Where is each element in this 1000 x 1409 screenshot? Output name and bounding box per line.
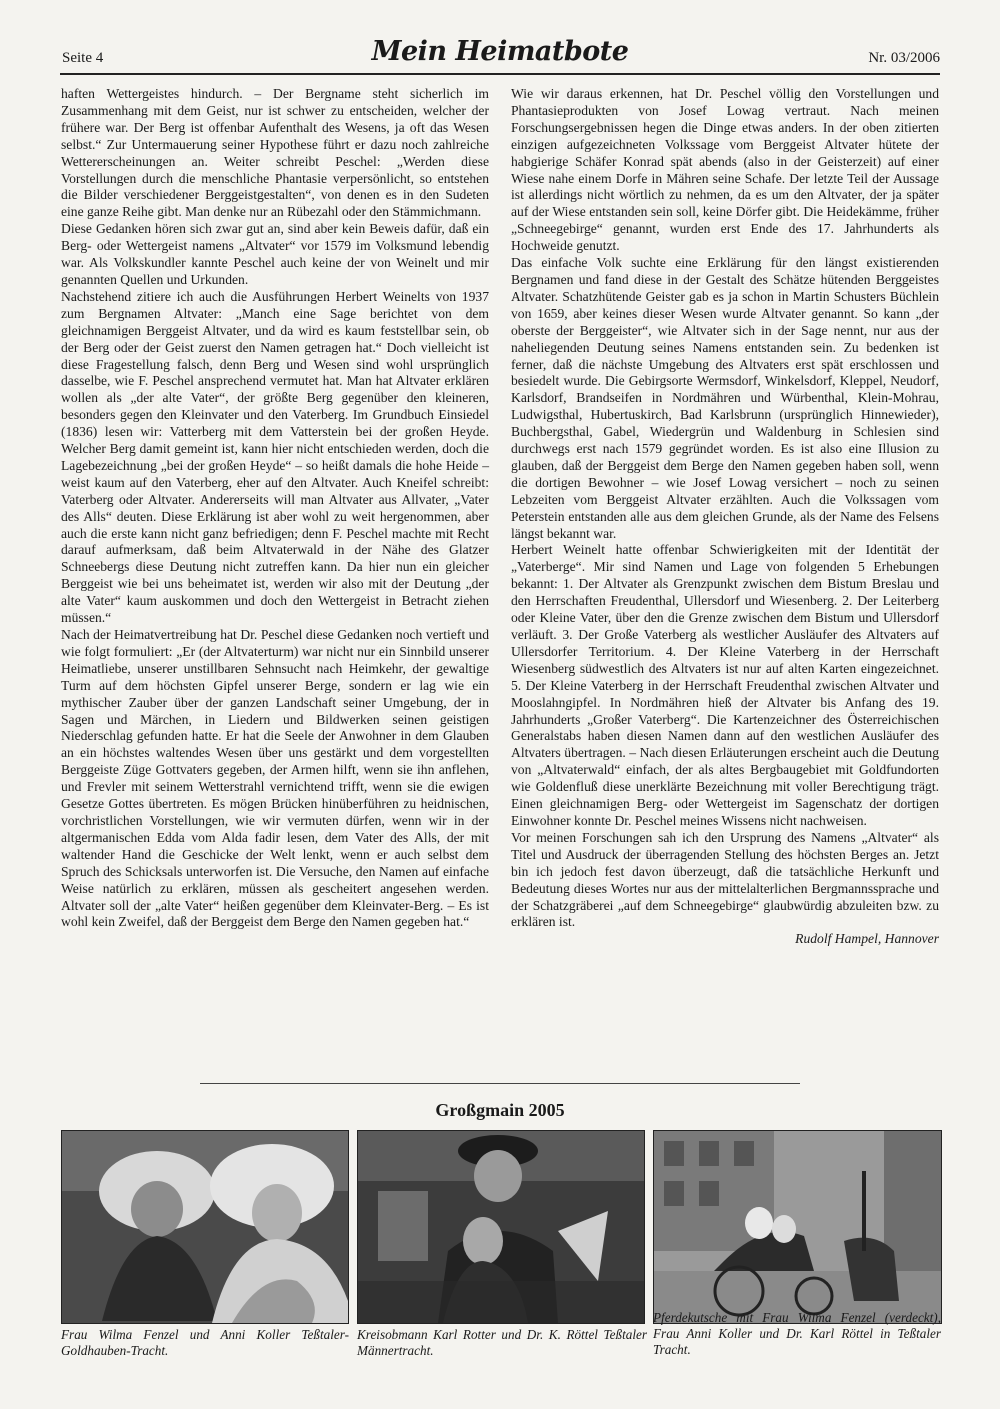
issue-number: Nr. 03/2006 [868,50,940,66]
paragraph: haften Wettergeistes hindurch. – Der Bergname steht sicherlich im Zusammenhang mit dem Geist, nur ist schwer zu entscheiden, welcher der frühere war. Der Berg ist offenbar Aufenthalt des Wesens, ja oft das Wesen selbst.“ Zur Untermauerung seiner Hypothese führt er dazu noch zahlreiche Wettererscheinungen an. Weiter schreibt Peschel: „Werden diese Vorstellungen durch die menschliche Phantasie verpersönlicht, so entstehen die Bilder verschiedener Berggeistgestalten“, von denen es in den Sudeten eine ganze Reihe gibt. Man denke nur an Rübezahl oder den Stämmichmann. [61,86,489,220]
paragraph: Das einfache Volk suchte eine Erklärung für den längst existierenden Bergnamen und fand diese in der Gestalt des Schätze hütenden Berggeistes Altvater. Schatzhütende Geister gab es ja schon in Martin Schusters Büchlein von 1659, aber keines dieser Wesen wurde Altvater genannt. So kann „der oberste der Berggeister“, wie Altvater sich in der Sage nennt, nur aus der naheliegenden Deutung seines Namens entstanden sein. Zu bedenken ist ferner, daß die nächste Umgebung des Altvaters erst spät erschlossen und besiedelt wurde. Die Gebirgsorte Wermsdorf, Winkelsdorf, Kleppel, Neudorf, Karlsdorf, Brandseifen in Nordmähren und Würbenthal, Klein-Mohrau, Ludwigsthal, Hubertuskirch, Bad Karlsbrunn (ursprünglich Hinnewieder), Buchbergsthal, Gabel, Wiedergrün und Waldenburg in Schlesien sind durchwegs erst nach 1579 gegründet worden. Es ist also eine Illusion zu glauben, daß der Berggeist dem Berge den Namen gegeben haben soll, wenn die dortigen Bewohner – wie Josef Lowag versichert – noch zu seinen Lebzeiten vom Berggeist Altvater erzählten. Auch die Volkssagen vom Peterstein entstanden alle aus dem gleichen Grunde, als der Name des Felsens längst bekannt war. [511,255,939,541]
article-column-left [61,86,489,931]
header-rule [60,73,940,75]
paragraph: Nachstehend zitiere ich auch die Ausführungen Herbert Weinelts von 1937 zum Bergnamen Altvater: „Manch eine Sage berichtet von dem gleichnamigen Berggeist Altvater, und da wird es kaum feststellbar sein, ob der Berg oder der Geist zuerst den Namen getragen hat.“ Doch vielleicht ist diese Fragestellung falsch, denn Berg und Wesen sind wohl ursprünglich dasselbe, wie F. Peschel ansprechend vermutet hat. Man hat Altvater erklären wollen als „der alte Vater“, der größte Berg gegenüber den kleineren, besonders gegen den Kleinvater und den Vaterberg. Im Grundbuch Einsiedel (1836) lesen wir: Vatterberg mit dem Vatterstein bei der großen Heyde. Welcher Berg damit gemeint ist, kann hier nicht entschieden werden, doch die Lagebezeichnung „bei der großen Heyde“ – so heißt damals die hohe Heide – weist kaum auf den Vaterberg, eher auf den Altvater. Auch Kneifel schreibt: Vaterberg oder Altvater. Andererseits will man Altvater aus Allvater, „Vater des Alls“ deuten. Diese Erklärung ist aber wohl zu weit hergenommen, aber auch die erste kann nicht ganz befriedigen; denn F. Peschel machte mit Recht darauf aufmerksam, daß beim Altvaterwald in der Nähe des Glatzer Schneebergs diese Deutung nicht zutreffen kann. Da hier nun ein gleicher Berggeist wie bei uns beheimatet ist, werden wir also mit der Deutung „der alte Vater“ kaum auskommen und doch den Wettergeist in Betracht ziehen müssen.“ [61,288,489,626]
paragraph: Nach der Heimatvertreibung hat Dr. Peschel diese Gedanken noch vertieft und wie folgt formuliert: „Er (der Altvaterturm) war nicht nur ein Sinnbild unserer Heimatliebe, unserer unstillbaren Sehnsucht nach Heimkehr, der gewaltige Turm auf dem höchsten Gipfel unserer Berge, sondern er lag wie ein mythischer Zauber über der ganzen Landschaft seiner Umgebung, der in Sagen und Märchen, in Liedern und Bildwerken seinen geistigen Niederschlag gefunden hatte. Er hat die Seele der Anwohner in dem Glauben an ein höchstes waltendes Wesen über uns gestärkt und dem vorgestellten Berggeiste Züge Gottvaters gegeben, der Armen hilft, wenn sie ihn anflehen, und Frevler mit seinem Wetterstrahl vernichtend trifft, wenn sie die ewigen Gesetze Gottes übertreten. Es mögen Brücken hinüberführen zu heidnischen, vorchristlichen Vorstellungen, wie wir vermuten dürfen, wenn wir in der altgermanischen Edda vom Alda fadir lesen, dem Vater des Alls, der mit waltender Hand die Geschicke der Welt lenkt, wenn er auch selbst dem Spruch des Schicksals unterworfen ist. Die Versuche, den Namen auf einfache Weise natürlich zu erklären, müssen als gescheitert angesehen werden. Altvater soll der „alte Vater“ heißen gegenüber dem Kleinvater-Berg. – Es ist wohl kein Zweifel, daß der Berggeist dem Berge den Namen gegeben hat.“ [61,627,489,930]
photo-horse-carriage [653,1130,942,1324]
photo-two-women-bonnets [61,1130,349,1324]
photo-men-in-costume [357,1130,645,1324]
page-number: Seite 4 [62,50,104,66]
paragraph: Vor meinen Forschungen sah ich den Ursprung des Namens „Altvater“ als Titel und Ausdruck der überragenden Stellung des höchsten Berges an. Jetzt bin ich jedoch fest davon überzeugt, daß die tatsächliche Herkunft und Bedeutung dieses Wortes nur aus der mittelalterlichen Bergmannssprache und der Schatzgräberei „auf dem Schneegebirge“ glaubwürdig abzuleiten bzw. zu erklären ist. [511,829,939,930]
paragraph: Diese Gedanken hören sich zwar gut an, sind aber kein Beweis dafür, daß ein Berg- oder Wettergeist namens „Altvater“ vor 1579 im Volksmund lebendig war. Als Volkskundler kannte Peschel auch keine der von Weinelt und mir genannten Quellen und Urkunden. [61,221,489,287]
author-signature: Rudolf Hampel, Hannover [795,931,939,947]
section-divider [200,1083,800,1084]
paragraph: Wie wir daraus erkennen, hat Dr. Peschel völlig den Vorstellungen und Phantasieprodukten von Josef Lowag vertraut. Nach meinen Forschungsergebnissen hegen die Dinge etwas anders. In der oben zitierten einzigen aufgezeichneten Volkssage vom Berggeist Altvater hütete der habgierige Schäfer Konrad spät abends (also in der Geisterzeit) auf einer Wiese nahe einem Dorfe in Mähren seine Schafe. Der letzte Teil der Aussage ist allerdings nicht wörtlich zu nehmen, da es um den Altvater, der ja später auf der Wiese entstanden sein soll, keine Dörfer gibt. Die Heidekämme, früher „Schneegebirge“ genannt, wurden erst Ende des 17. Jahrhunderts als Hochweide genutzt. [511,86,939,254]
gallery-title: Großgmain 2005 [435,1100,565,1120]
photo-caption: Pferdekutsche mit Frau Wilma Fenzel (verdeckt), Frau Anni Koller und Dr. Karl Röttel in Teßtaler Tracht. [653,1310,941,1357]
article-column-right [511,86,939,948]
paragraph: Herbert Weinelt hatte offenbar Schwierigkeiten mit der Identität der „Vaterberge“. Mir sind Namen und Lage von folgenden 5 Erhebungen bekannt: 1. Der Altvater als Grenzpunkt zwischen dem Bistum Breslau und den Herrschaften Freudenthal, Ullersdorf und Wiesenberg. 2. Der Leiterberg oder Kleine Vater, über den die Grenze zwischen dem Bistum und Ullersdorf verläuft. 3. Der Große Vaterberg als westlicher Ausläufer des Altvaters auf Ullersdorfer Territorium. 4. Der Kleine Vaterberg in der Herrschaft Wiesenberg südwestlich des Altvaters ist nur auf alten Karten eingezeichnet. 5. Der Kleine Vaterberg in der Herrschaft Freudenthal zwischen Altvater und Mooslahngipfel. In Nordmähren hieß der Altvater bis Anfang des 19. Jahrhunderts „Großer Vaterberg“. Die Kartenzeichner des Österreichischen Generalstabs haben diesen Namen dann auf den westlichen Ausläufer des Altvaters übertragen. – Nach diesen Erläuterungen erscheint auch die Deutung von „Altvaterwald“ einfach, der als altes Bergbaugebiet mit Goldfundorten wie Goldenfluß diese unerklärte Bezeichnung mit voller Berechtigung trägt. Einen gleichnamigen Berg- oder Wettergeist im Sagenschatz der dortigen Einwohner konnte Dr. Peschel meines Wissens nicht nachweisen. [511,542,939,828]
photo-caption: Frau Wilma Fenzel und Anni Koller Teßtaler-Goldhauben-Tracht. [61,1327,349,1358]
masthead-logo: Mein Heimatbote [371,36,629,67]
photo-caption: Kreisobmann Karl Rotter und Dr. K. Röttel Teßtaler Männertracht. [357,1327,647,1358]
